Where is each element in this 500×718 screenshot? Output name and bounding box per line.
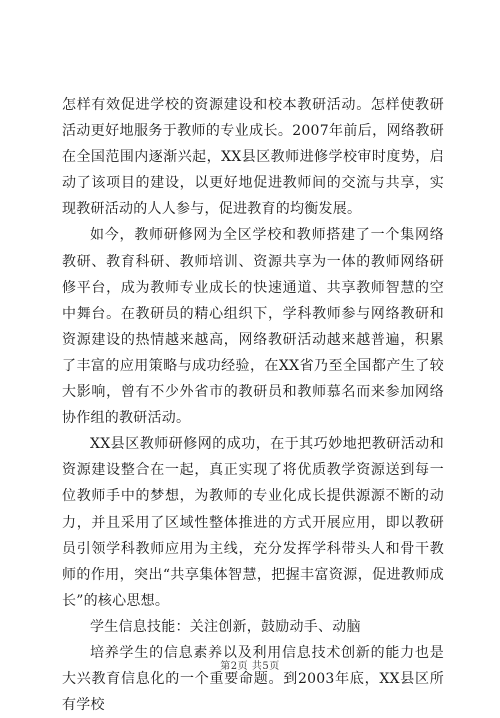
document-body [62, 92, 444, 718]
paragraph-research-platform: 如今，教师研修网为全区学校和教师搭建了一个集网络教研、教育科研、教师培训、资源共享为一体的教师网络研修平台，成为教师专业成长的快速通道、共享教师智慧的空中舞台。在教研员的精心组织下，学科教师参与网络教研和资源建设的热情越来越高，网络教研活动越来越普遍，积累了丰富的应用策略与成功经验，在XX省乃至全国都产生了较大影响，曾有不少外省市的教研员和教师慕名而来参加网络协作组的教研活动。 [62, 227, 444, 427]
page-number-footer: 第2页 共5页 [220, 661, 280, 672]
section-heading-student-skills: 学生信息技能：关注创新，鼓励动手、动脑 [90, 618, 361, 635]
paragraph-resource-building: 怎样有效促进学校的资源建设和校本教研活动。怎样使教研活动更好地服务于教师的专业成长。2007年前后，网络教研在全国范围内逐渐兴起，XX县区教师进修学校审时度势，启动了该项目的建设，以更好地促进教师间的交流与共享，实现教研活动的人人参与，促进教育的均衡发展。 [62, 97, 444, 218]
paragraph-network-success: XX县区教师研修网的成功，在于其巧妙地把教研活动和资源建设整合在一起，真正实现了将优质教学资源送到每一位教师手中的梦想，为教师的专业化成长提供源源不断的动力，并且采用了区域性整体推进的方式开展应用，即以教研员引领学科教师应用为主线，充分发挥学科带头人和骨干教师的作用，突出“共享集体智慧，把握丰富资源，促进教师成长”的核心思想。 [62, 436, 444, 609]
paragraph-information-literacy: 培养学生的信息素养以及利用信息技术创新的能力也是大兴教育信息化的一个重要命题。到2003年底，XX县区所有学校 [62, 644, 444, 714]
